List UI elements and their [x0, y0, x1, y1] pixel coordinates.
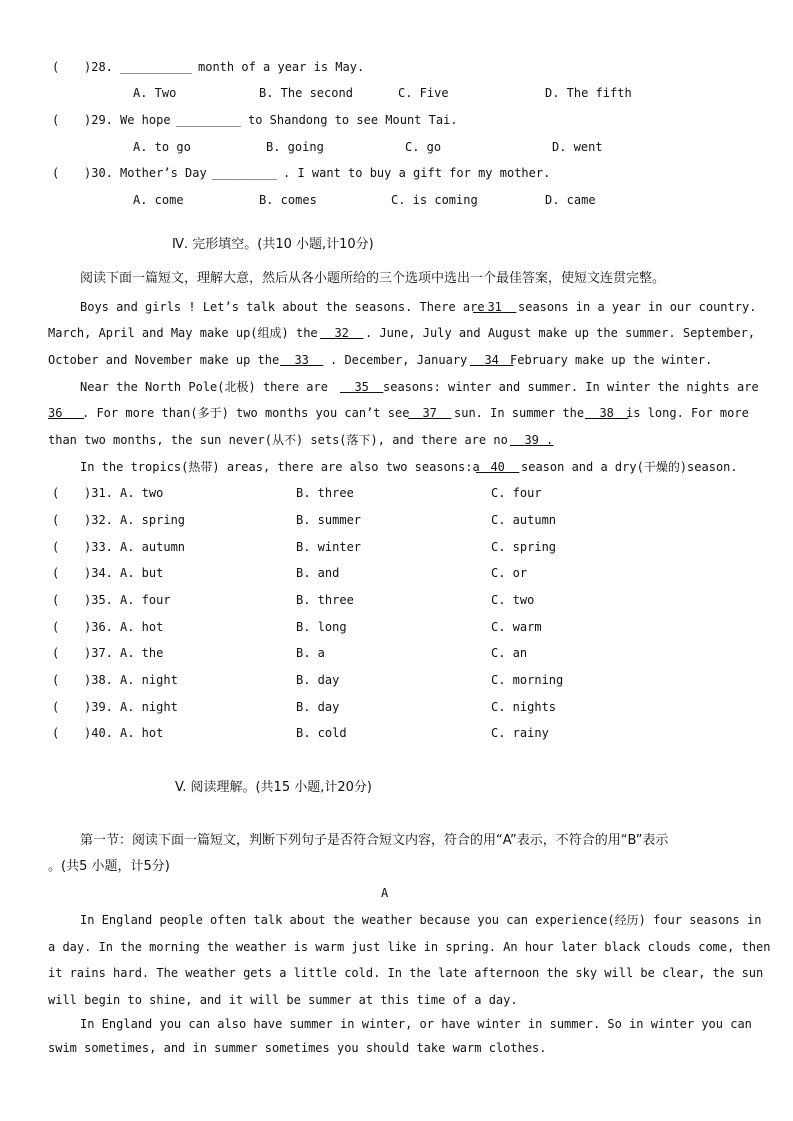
passage-text: . December, January — [330, 353, 468, 367]
question-number: )33. — [84, 540, 113, 554]
passage-text: February make up the winter. — [510, 353, 713, 367]
cloze-blank — [280, 354, 323, 366]
answer-paren[interactable]: ( — [52, 593, 60, 607]
question-number: )31. — [84, 486, 113, 500]
passage-text: than two months, the sun never(从不) sets(落下), and there are no — [48, 433, 508, 447]
cloze-blank — [48, 407, 84, 419]
option-c: C. rainy — [491, 726, 549, 740]
option-b: B. winter — [296, 540, 362, 554]
blank-number: 36 — [48, 406, 63, 420]
passage-text: is long. For more — [626, 406, 749, 420]
cloze-blank — [585, 407, 628, 419]
cloze-blank — [476, 461, 519, 473]
answer-paren[interactable]: ( — [52, 540, 60, 554]
option-b: B. cold — [296, 726, 347, 740]
cloze-blank — [473, 301, 516, 313]
option-b: B. three — [296, 486, 354, 500]
passage-text: . — [546, 433, 554, 447]
question-number: )36. — [84, 620, 113, 634]
question-number: )39. — [84, 700, 113, 714]
answer-paren[interactable]: ( — [52, 620, 60, 634]
option-b: B. The second — [259, 86, 353, 100]
passage-text: seasons in a year in our country. — [518, 300, 757, 314]
option-b: B. summer — [296, 513, 362, 527]
option-c: C. go — [405, 140, 442, 154]
blank-number: 33 — [294, 353, 309, 367]
answer-paren[interactable]: ( — [52, 513, 60, 527]
option-c: C. Five — [398, 86, 449, 100]
section-heading: V. 阅读理解。(共15 小题,计20分) — [175, 780, 372, 795]
answer-blank: __________ — [120, 60, 193, 74]
answer-paren[interactable]: ( — [52, 166, 60, 180]
option-a: A. night — [120, 700, 178, 714]
passage-text: . For more than(多于) two months you can’t see — [82, 406, 410, 420]
answer-paren[interactable]: ( — [52, 113, 60, 127]
cloze-blank — [340, 381, 383, 393]
option-b: B. going — [266, 140, 324, 154]
passage-text: March, April and May make up(组成) the — [48, 326, 318, 340]
passage-line: In England people often talk about the weather because you can experience(经历) four seasons in — [80, 913, 762, 927]
question-number: )40. — [84, 726, 113, 740]
option-b: B. a — [296, 646, 325, 660]
question-number: )28. — [84, 60, 113, 74]
option-c: C. autumn — [491, 513, 557, 527]
passage-text: sun. In summer the — [454, 406, 585, 420]
answer-blank: _________ — [176, 113, 242, 127]
option-a: A. hot — [120, 620, 164, 634]
answer-paren[interactable]: ( — [52, 60, 60, 74]
option-b: B. comes — [259, 193, 317, 207]
option-a: A. autumn — [120, 540, 186, 554]
passage-label: A — [381, 886, 389, 900]
answer-paren[interactable]: ( — [52, 566, 60, 580]
passage-text: seasons: winter and summer. In winter the nights are — [383, 380, 759, 394]
cloze-blank — [408, 407, 451, 419]
question-number: )32. — [84, 513, 113, 527]
answer-paren[interactable]: ( — [52, 646, 60, 660]
option-a: A. two — [120, 486, 164, 500]
question-stem: We hope — [120, 113, 171, 127]
option-c: C. or — [491, 566, 528, 580]
blank-number: 35 — [354, 380, 369, 394]
question-number: )37. — [84, 646, 113, 660]
option-a: A. Two — [133, 86, 177, 100]
blank-number: 31 — [487, 300, 502, 314]
cloze-blank — [320, 327, 363, 339]
option-a: A. but — [120, 566, 164, 580]
option-b: B. long — [296, 620, 347, 634]
part-instruction: 。(共5 小题，计5分) — [48, 859, 170, 874]
part-instruction: 第一节：阅读下面一篇短文，判断下列句子是否符合短文内容，符合的用“A”表示，不符合的用“B”表示 — [80, 833, 669, 848]
passage-text: In the tropics(热带) areas, there are also two seasons:a — [80, 460, 480, 474]
answer-paren[interactable]: ( — [52, 673, 60, 687]
option-b: B. day — [296, 700, 340, 714]
cloze-blank — [470, 354, 513, 366]
question-stem: Mother’s Day — [120, 166, 207, 180]
option-b: B. day — [296, 673, 340, 687]
answer-paren[interactable]: ( — [52, 726, 60, 740]
passage-text: season and a dry(干燥的)season. — [521, 460, 738, 474]
question-number: )30. — [84, 166, 113, 180]
question-number: )29. — [84, 113, 113, 127]
section-instruction: 阅读下面一篇短文，理解大意，然后从各小题所给的三个选项中选出一个最佳答案，使短文连贯完整。 — [80, 271, 666, 286]
passage-text: Boys and girls ! Let’s talk about the seasons. There are — [80, 300, 485, 314]
question-stem: . I want to buy a gift for my mother. — [283, 166, 551, 180]
question-stem: month of a year is May. — [198, 60, 365, 74]
answer-paren[interactable]: ( — [52, 700, 60, 714]
passage-text: . June, July and August make up the summer. September, — [365, 326, 756, 340]
passage-line: it rains hard. The weather gets a little cold. In the late afternoon the sky will be clear, the sun — [48, 966, 764, 980]
passage-text: Near the North Pole(北极) there are — [80, 380, 328, 394]
option-c: C. four — [491, 486, 542, 500]
blank-number: 38 — [599, 406, 614, 420]
blank-number: 34 — [484, 353, 499, 367]
option-a: A. come — [133, 193, 184, 207]
option-a: A. night — [120, 673, 178, 687]
blank-number: 32 — [334, 326, 349, 340]
option-c: C. nights — [491, 700, 557, 714]
option-d: D. went — [552, 140, 603, 154]
option-c: C. spring — [491, 540, 557, 554]
passage-text: October and November make up the — [48, 353, 280, 367]
option-c: C. an — [491, 646, 528, 660]
blank-number: 40 — [490, 460, 505, 474]
option-c: C. warm — [491, 620, 542, 634]
option-a: A. spring — [120, 513, 186, 527]
question-number: )34. — [84, 566, 113, 580]
option-d: D. The fifth — [545, 86, 632, 100]
option-d: D. came — [545, 193, 596, 207]
option-a: A. four — [120, 593, 171, 607]
question-number: )35. — [84, 593, 113, 607]
answer-blank: _________ — [212, 166, 278, 180]
passage-line: a day. In the morning the weather is warm just like in spring. An hour later black clouds come, then — [48, 940, 771, 954]
question-number: )38. — [84, 673, 113, 687]
passage-line: swim sometimes, and in summer sometimes you should take warm clothes. — [48, 1041, 547, 1055]
blank-number: 37 — [422, 406, 437, 420]
passage-line: In England you can also have summer in winter, or have winter in summer. So in winter you can — [80, 1017, 752, 1031]
option-b: B. three — [296, 593, 354, 607]
option-c: C. two — [491, 593, 535, 607]
passage-line: will begin to shine, and it will be summer at this time of a day. — [48, 993, 518, 1007]
option-c: C. is coming — [391, 193, 478, 207]
question-stem: to Shandong to see Mount Tai. — [248, 113, 458, 127]
option-b: B. and — [296, 566, 340, 580]
blank-number: 39 — [524, 433, 539, 447]
option-a: A. hot — [120, 726, 164, 740]
option-a: A. to go — [133, 140, 191, 154]
answer-paren[interactable]: ( — [52, 486, 60, 500]
section-heading: Ⅳ. 完形填空。(共10 小题,计10分) — [172, 237, 374, 252]
option-c: C. morning — [491, 673, 564, 687]
option-a: A. the — [120, 646, 164, 660]
